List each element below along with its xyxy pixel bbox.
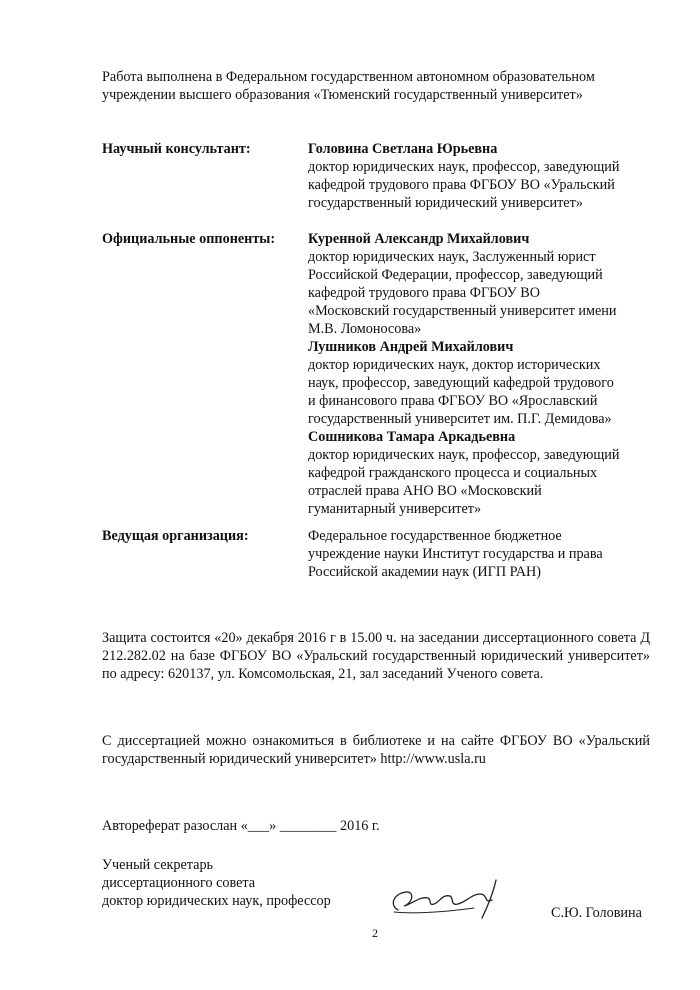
- secretary-council: диссертационного совета: [102, 875, 256, 891]
- secretary-name: С.Ю. Головина: [551, 905, 642, 921]
- opponents-label: Официальные оппоненты:: [102, 231, 276, 247]
- opponent-line: кафедрой гражданского процесса и социальных: [308, 465, 598, 481]
- opponent-line: доктор юридических наук, Заслуженный юрист: [308, 249, 596, 265]
- opponent-name: Сошникова Тамара Аркадьевна: [308, 429, 516, 445]
- secretary-degree: доктор юридических наук, профессор: [102, 893, 331, 909]
- opponent-line: и финансового права ФГБОУ ВО «Ярославский: [308, 393, 598, 409]
- intro-line-1: Работа выполнена в Федеральном государственном автономном образовательном: [102, 69, 595, 85]
- defense-paragraph: Защита состоится «20» декабря 2016 г в 15.00 ч. на заседании диссертационного совета Д 212.282.02 на базе ФГБОУ ВО «Уральский государственный юридический университет» по адресу: 620137, ул. Комсомольская, 21, зал заседаний Ученого совета.: [102, 630, 650, 682]
- secretary-title: Ученый секретарь: [102, 857, 214, 873]
- opponent-line: «Московский государственный университет имени: [308, 303, 617, 319]
- lead-org-line: Федеральное государственное бюджетное: [308, 528, 562, 544]
- consultant-line: государственный юридический университет»: [308, 195, 583, 211]
- opponent-name: Куренной Александр Михайлович: [308, 231, 530, 247]
- intro-paragraph: [102, 68, 650, 104]
- consultant-name: Головина Светлана Юрьевна: [308, 141, 498, 157]
- opponent-line: Российской Федерации, профессор, заведующий: [308, 267, 603, 283]
- opponent-line: М.В. Ломоносова»: [308, 321, 422, 337]
- lead-org-line: Российской академии наук (ИГП РАН): [308, 564, 541, 580]
- library-paragraph: С диссертацией можно ознакомиться в библиотеке и на сайте ФГБОУ ВО «Уральский государственный юридический университет» http://www.usla.ru: [102, 733, 650, 767]
- opponent-line: доктор юридических наук, доктор исторических: [308, 357, 601, 373]
- opponent-line: кафедрой трудового права ФГБОУ ВО: [308, 285, 540, 301]
- opponent-line: государственный университет им. П.Г. Демидова»: [308, 411, 612, 427]
- opponent-name: Лушников Андрей Михайлович: [308, 339, 514, 355]
- consultant-line: кафедрой трудового права ФГБОУ ВО «Уральский: [308, 177, 615, 193]
- consultant-label: Научный консультант:: [102, 141, 251, 157]
- opponent-line: гуманитарный университет»: [308, 501, 482, 517]
- secretary-block: [102, 856, 331, 910]
- handwritten-signature: [384, 876, 514, 922]
- intro-line-2: учреждении высшего образования «Тюменский государственный университет»: [102, 87, 583, 103]
- consultant-line: доктор юридических наук, профессор, заведующий: [308, 159, 620, 175]
- opponent-line: отраслей права АНО ВО «Московский: [308, 483, 542, 499]
- page-number: 2: [372, 926, 378, 940]
- lead-org-line: учреждение науки Институт государства и права: [308, 546, 603, 562]
- lead-org-label: Ведущая организация:: [102, 528, 249, 544]
- opponent-line: наук, профессор, заведующий кафедрой трудового: [308, 375, 614, 391]
- opponent-line: доктор юридических наук, профессор, заведующий: [308, 447, 620, 463]
- abstract-sent-line: Автореферат разослан «___» ________ 2016 г.: [102, 818, 380, 834]
